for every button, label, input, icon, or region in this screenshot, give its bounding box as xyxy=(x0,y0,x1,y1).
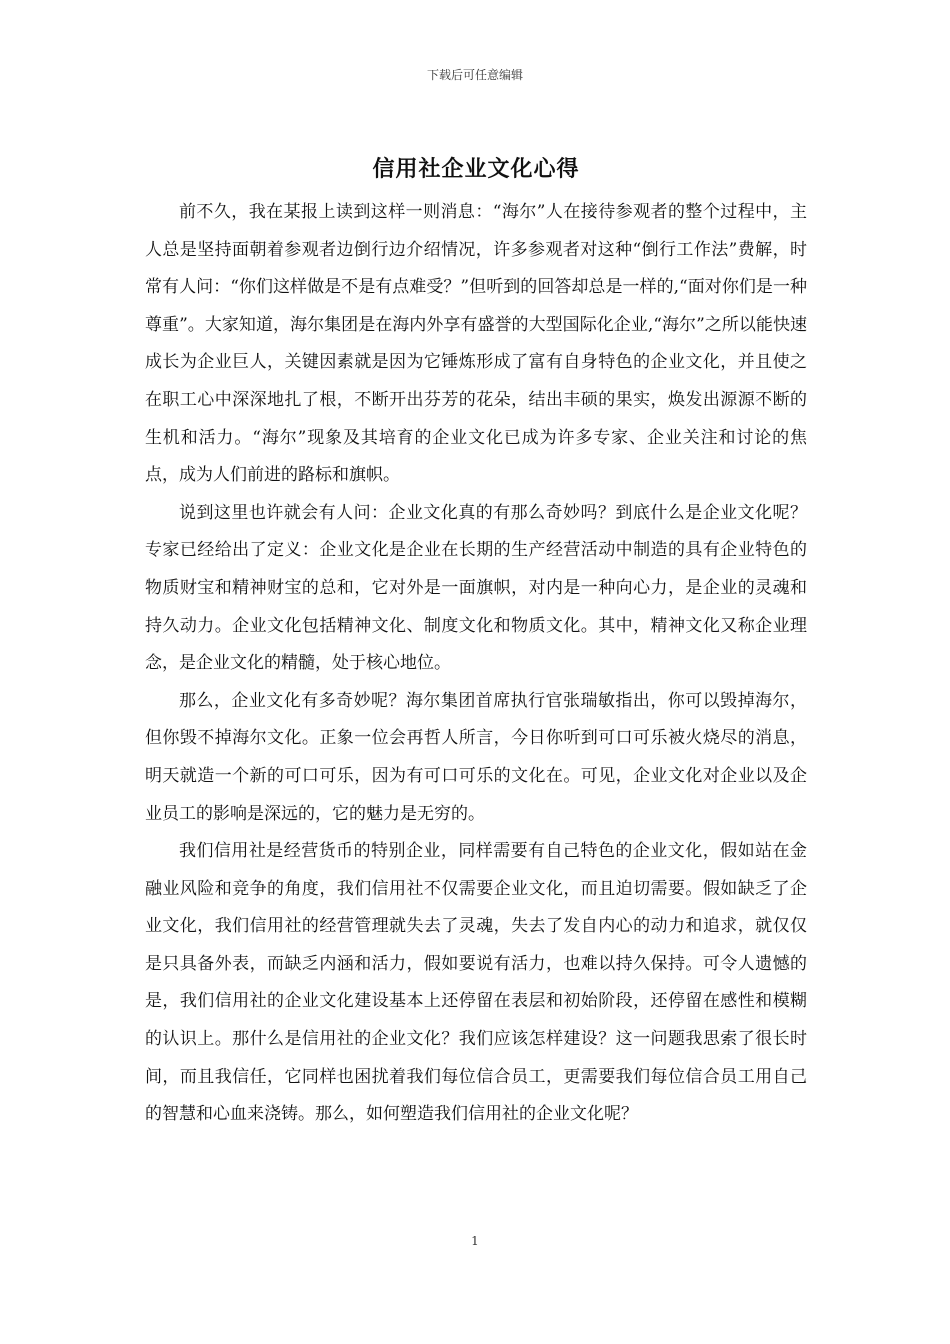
document-body xyxy=(145,152,807,1134)
document-title: 信用社企业文化心得 xyxy=(372,157,580,182)
paragraph-1: 前不久，我在某报上读到这样一则消息：“海尔”人在接待参观者的整个过程中，主人总是坚持面朝着参观者边倒行边介绍情况，许多参观者对这种“倒行工作法”费解，时常有人问：“你们这样做是不是有点难受？”但听到的回答却总是一样的,“面对你们是一种尊重”。大家知道，海尔集团是在海内外享有盛誉的大型国际化企业,“海尔”之所以能快速成长为企业巨人，关键因素就是因为它锤炼形成了富有自身特色的企业文化，并且使之在职工心中深深地扎了根，不断开出芬芳的花朵，结出丰硕的果实，焕发出源源不断的生机和活力。“海尔”现象及其培育的企业文化已成为许多专家、企业关注和讨论的焦点，成为人们前进的路标和旗帜。 xyxy=(145,202,807,486)
page-number: 1 xyxy=(471,1234,479,1248)
paragraph-2: 说到这里也许就会有人问：企业文化真的有那么奇妙吗？到底什么是企业文化呢？专家已经给出了定义：企业文化是企业在长期的生产经营活动中制造的具有企业特色的物质财宝和精神财宝的总和，它对外是一面旗帜，对内是一种向心力，是企业的灵魂和持久动力。企业文化包括精神文化、制度文化和物质文化。其中，精神文化又称企业理念，是企业文化的精髓，处于核心地位。 xyxy=(145,502,807,674)
paragraph-4: 我们信用社是经营货币的特别企业，同样需要有自己特色的企业文化，假如站在金融业风险和竞争的角度，我们信用社不仅需要企业文化，而且迫切需要。假如缺乏了企业文化，我们信用社的经营管理就失去了灵魂，失去了发自内心的动力和追求，就仅仅是只具备外表，而缺乏内涵和活力，假如要说有活力，也难以持久保持。可令人遗憾的是，我们信用社的企业文化建设基本上还停留在表层和初始阶段，还停留在感性和模糊的认识上。那什么是信用社的企业文化？我们应该怎样建设？这一问题我思索了很长时间，而且我信任，它同样也困扰着我们每位信合员工，更需要我们每位信合员工用自己的智慧和心血来浇铸。那么，如何塑造我们信用社的企业文化呢？ xyxy=(145,841,807,1125)
paragraph-3: 那么，企业文化有多奇妙呢？海尔集团首席执行官张瑞敏指出，你可以毁掉海尔，但你毁不掉海尔文化。正象一位会再哲人所言，今日你听到可口可乐被火烧尽的消息，明天就造一个新的可口可乐，因为有可口可乐的文化在。可见，企业文化对企业以及企业员工的影响是深远的，它的魅力是无穷的。 xyxy=(145,690,807,824)
page-header-note: 下载后可任意编辑 xyxy=(426,68,523,82)
